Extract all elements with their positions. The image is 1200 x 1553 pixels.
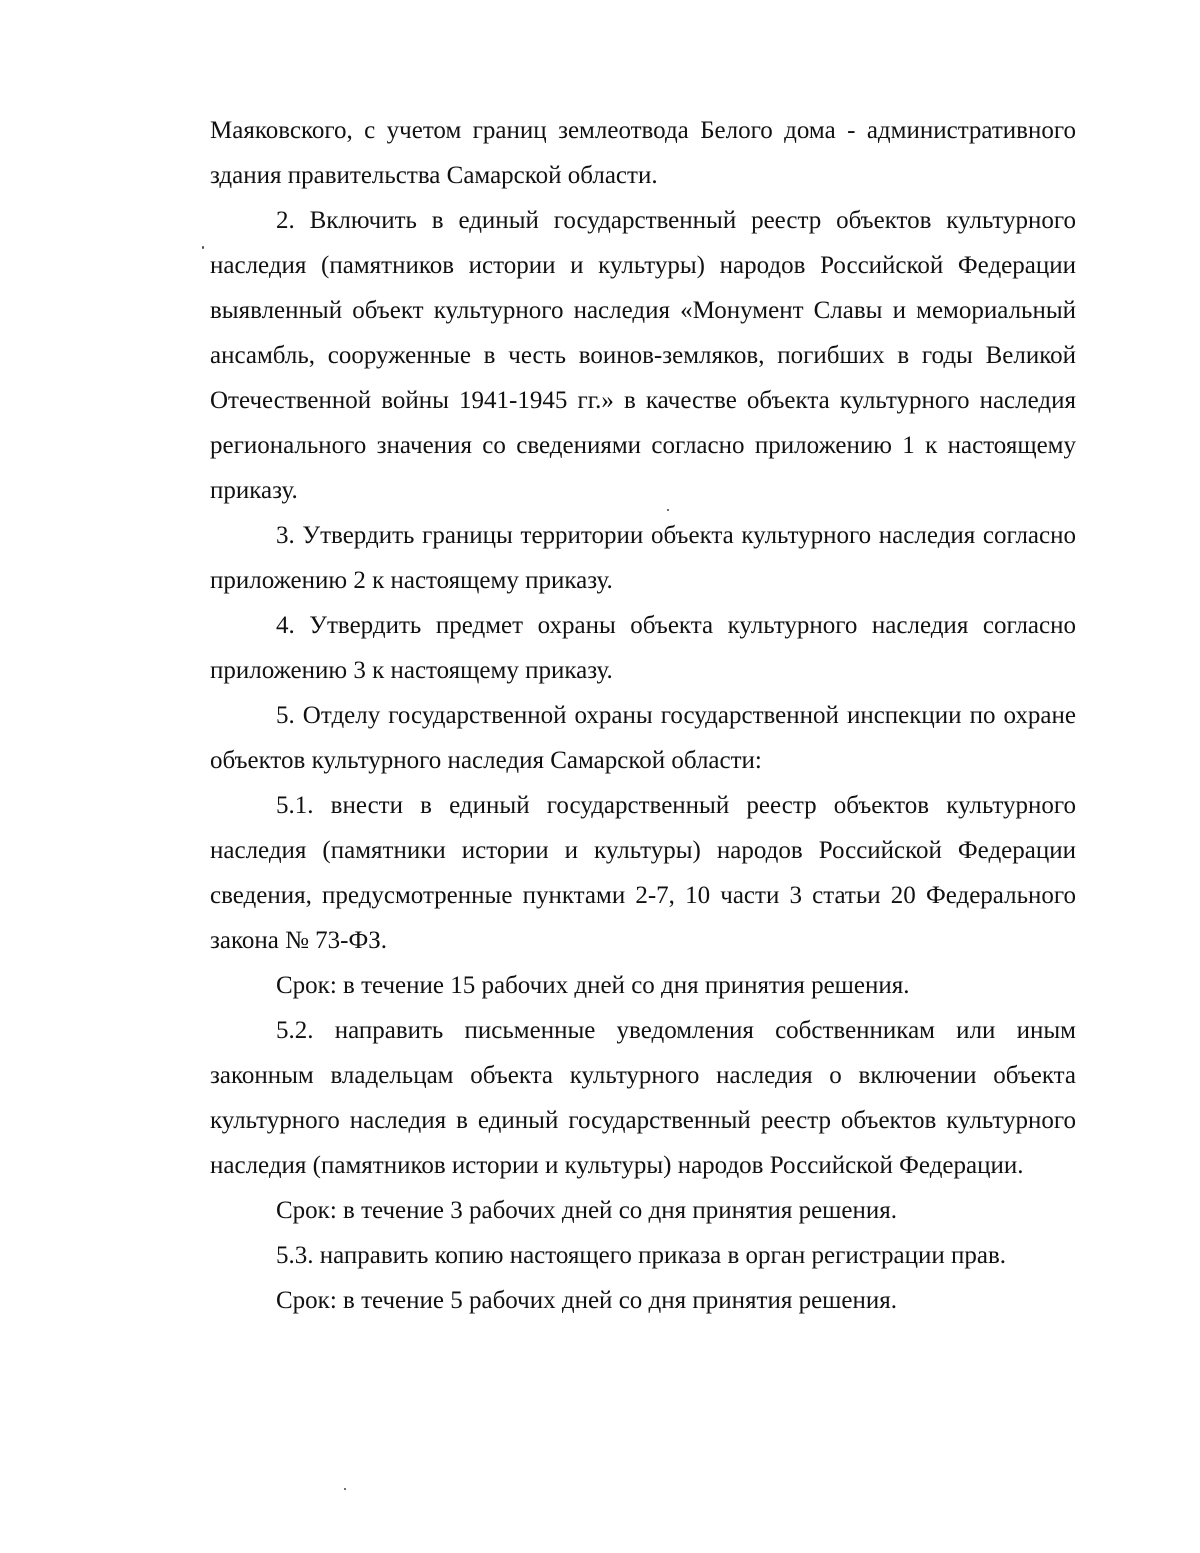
deadline-5-3: Срок: в течение 5 рабочих дней со дня принятия решения. xyxy=(276,1287,898,1314)
scan-speck xyxy=(202,246,204,249)
paragraph-item-2: 2. Включить в единый государственный реестр объектов культурного наследия (памятников истории и культуры) народов Российской Федерации выявленный объект культурного наследия «Монумент Славы и мемориальный ансамбль, сооруженные в честь воинов-земляков, погибших в годы Великой Отечественной войны 1941-1945 гг.» в качестве объекта культурного наследия регионального значения со сведениями согласно приложению 1 к настоящему приказу. xyxy=(210,207,1076,504)
scan-speck xyxy=(667,509,669,511)
paragraph-item-5-3: 5.3. направить копию настоящего приказа в орган регистрации прав. xyxy=(276,1242,1007,1269)
paragraph-continuation: Маяковского, с учетом границ землеотвода Белого дома - административного здания правительства Самарской области. xyxy=(210,117,1076,189)
paragraph-item-4: 4. Утвердить предмет охраны объекта культурного наследия согласно приложению 3 к настоящему приказу. xyxy=(210,612,1076,684)
document-body xyxy=(210,108,1076,1323)
deadline-5-2: Срок: в течение 3 рабочих дней со дня принятия решения. xyxy=(276,1197,898,1224)
paragraph-item-5-2: 5.2. направить письменные уведомления собственникам или иным законным владельцам объекта культурного наследия о включении объекта культурного наследия в единый государственный реестр объектов культурного наследия (памятников истории и культуры) народов Российской Федерации. xyxy=(210,1017,1076,1179)
paragraph-item-5: 5. Отделу государственной охраны государственной инспекции по охране объектов культурного наследия Самарской области: xyxy=(210,702,1076,774)
scan-speck xyxy=(344,1488,346,1490)
paragraph-item-3: 3. Утвердить границы территории объекта культурного наследия согласно приложению 2 к настоящему приказу. xyxy=(210,522,1076,594)
paragraph-item-5-1: 5.1. внести в единый государственный реестр объектов культурного наследия (памятники истории и культуры) народов Российской Федерации сведения, предусмотренные пунктами 2-7, 10 части 3 статьи 20 Федерального закона № 73-ФЗ. xyxy=(210,792,1076,954)
deadline-5-1: Срок: в течение 15 рабочих дней со дня принятия решения. xyxy=(276,972,910,999)
